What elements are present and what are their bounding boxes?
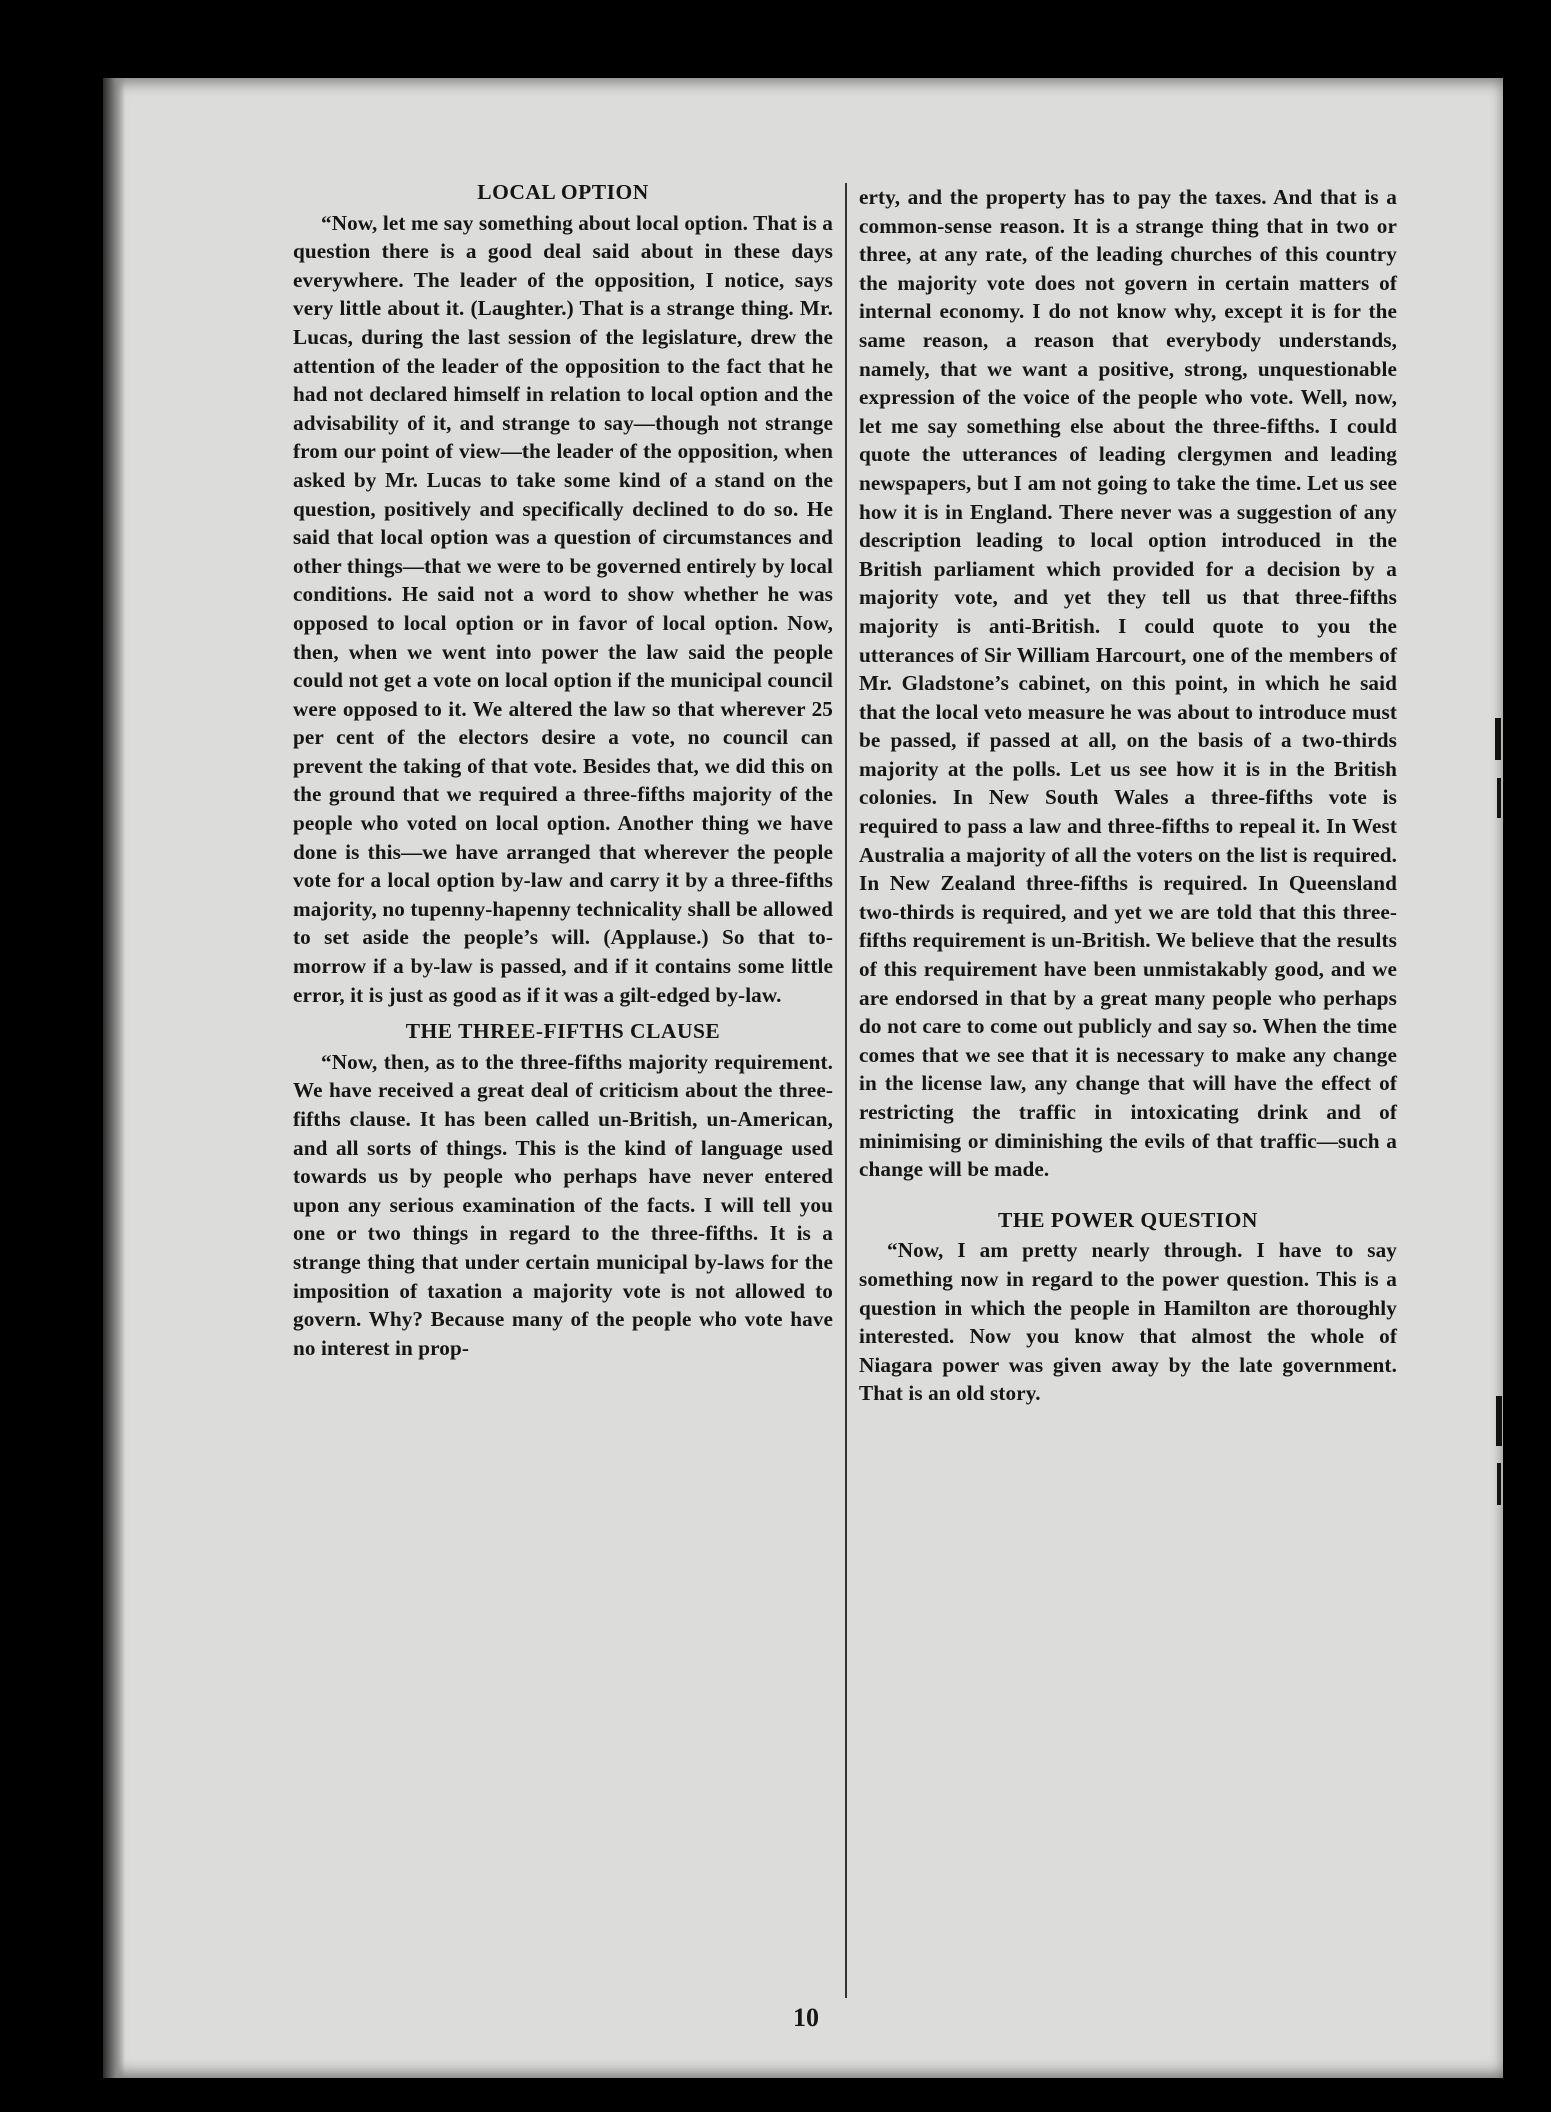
- section-heading-three-fifths-clause: THE THREE-FIFTHS CLAUSE: [405, 1019, 721, 1044]
- paragraph-continuation: erty, and the property has to pay the taxes. And that is a common-sense reason. It is a strange thing that in two or three, at any rate, of the leading churches of this country the majority vote does not govern in certain matters of internal economy. I do not know why, except it is for the same reason, a reason that everybody understands, namely, that we want a positive, strong, unquestionable expression of the voice of the people who vote. Well, now, let me say something else about the three-fifths. I could quote the utterances of leading clergymen and leading newspapers, but I am not going to take the time. Let us see how it is in England. There never was a suggestion of any description leading to local option introduced in the British parliament which provided for a decision by a majority vote, and yet they tell us that three-fifths majority is anti-British. I could quote to you the utterances of Sir William Harcourt, one of the members of Mr. Gladstone’s cabinet, on this point, in which he said that the local veto measure he was about to introduce must be passed, if passed at all, on the basis of a two-thirds majority at the polls. Let us see how it is in the British colonies. In New South Wales a three-fifths vote is required to pass a law and three-fifths to repeal it. In West Australia a majority of all the voters on the list is required. In New Zealand three-fifths is required. In Queensland two-thirds is required, and yet we are told that this three-fifths requirement is un-British. We believe that the results of this requirement have been unmistakably good, and we are endorsed in that by a great many people who perhaps do not care to come out publicly and say so. When the time comes that we see that it is necessary to make any change in the license law, any change that will have the effect of restricting the traffic in intoxicating drink and of minimising or diminishing the evils of that traffic—such a change will be made.: [859, 185, 1397, 1182]
- scanned-page: [103, 78, 1503, 2078]
- column-divider: [845, 183, 847, 1998]
- section-heading-local-option: LOCAL OPTION: [477, 180, 649, 204]
- scan-artifact-mark: [1496, 1396, 1502, 1446]
- right-column: [859, 183, 1397, 1408]
- page-number: 10: [793, 2003, 819, 2032]
- scan-artifact-mark: [1497, 778, 1501, 818]
- scan-artifact-mark: [1497, 1463, 1501, 1505]
- section-heading-power-question: THE POWER QUESTION: [998, 1207, 1258, 1232]
- paragraph-three-fifths-clause: “Now, then, as to the three-fifths majority requirement. We have received a great deal of criticism about the three-fifths clause. It has been called un-British, un-American, and all sorts of things. This is the kind of language used towards us by people who perhaps have never entered upon any serious examination of the facts. I will tell you one or two things in regard to the three-fifths. It is a strange thing that under certain municipal by-laws for the imposition of taxation a majority vote is not allowed to govern. Why? Because many of the people who vote have no interest in prop-: [293, 1049, 833, 1360]
- paragraph-power-question: “Now, I am pretty nearly through. I have to say something now in regard to the power question. This is a question in which the people in Hamilton are thoroughly interested. Now you know that almost the whole of Niagara power was given away by the late government. That is an old story.: [859, 1238, 1397, 1406]
- scan-artifact-mark: [1495, 718, 1501, 760]
- left-column: [293, 178, 833, 1362]
- paragraph-local-option: “Now, let me say something about local option. That is a question there is a good deal said about in these days everywhere. The leader of the opposition, I notice, says very little about it. (Laughter.) That is a strange thing. Mr. Lucas, during the last session of the legislature, drew the attention of the leader of the opposition to the fact that he had not declared himself in relation to local option and the advisability of it, and strange to say—though not strange from our point of view—the leader of the opposition, when asked by Mr. Lucas to take some kind of a stand on the question, positively and specifically declined to do so. He said that local option was a question of circumstances and other things—that we were to be governed entirely by local conditions. He said not a word to show whether he was opposed to local option or in favor of local option. Now, then, when we went into power the law said the people could not get a vote on local option if the municipal council were opposed to it. We altered the law so that wherever 25 per cent of the electors desire a vote, no council can prevent the taking of that vote. Besides that, we did this on the ground that we required a three-fifths majority of the people who voted on local option. Another thing we have done is this—we have arranged that wherever the people vote for a local option by-law and carry it by a three-fifths majority, no tupenny-hapenny technicality shall be allowed to set aside the people’s will. (Applause.) So that to-morrow if a by-law is passed, and if it contains some little error, it is just as good as if it was a gilt-edged by-law.: [293, 210, 833, 1007]
